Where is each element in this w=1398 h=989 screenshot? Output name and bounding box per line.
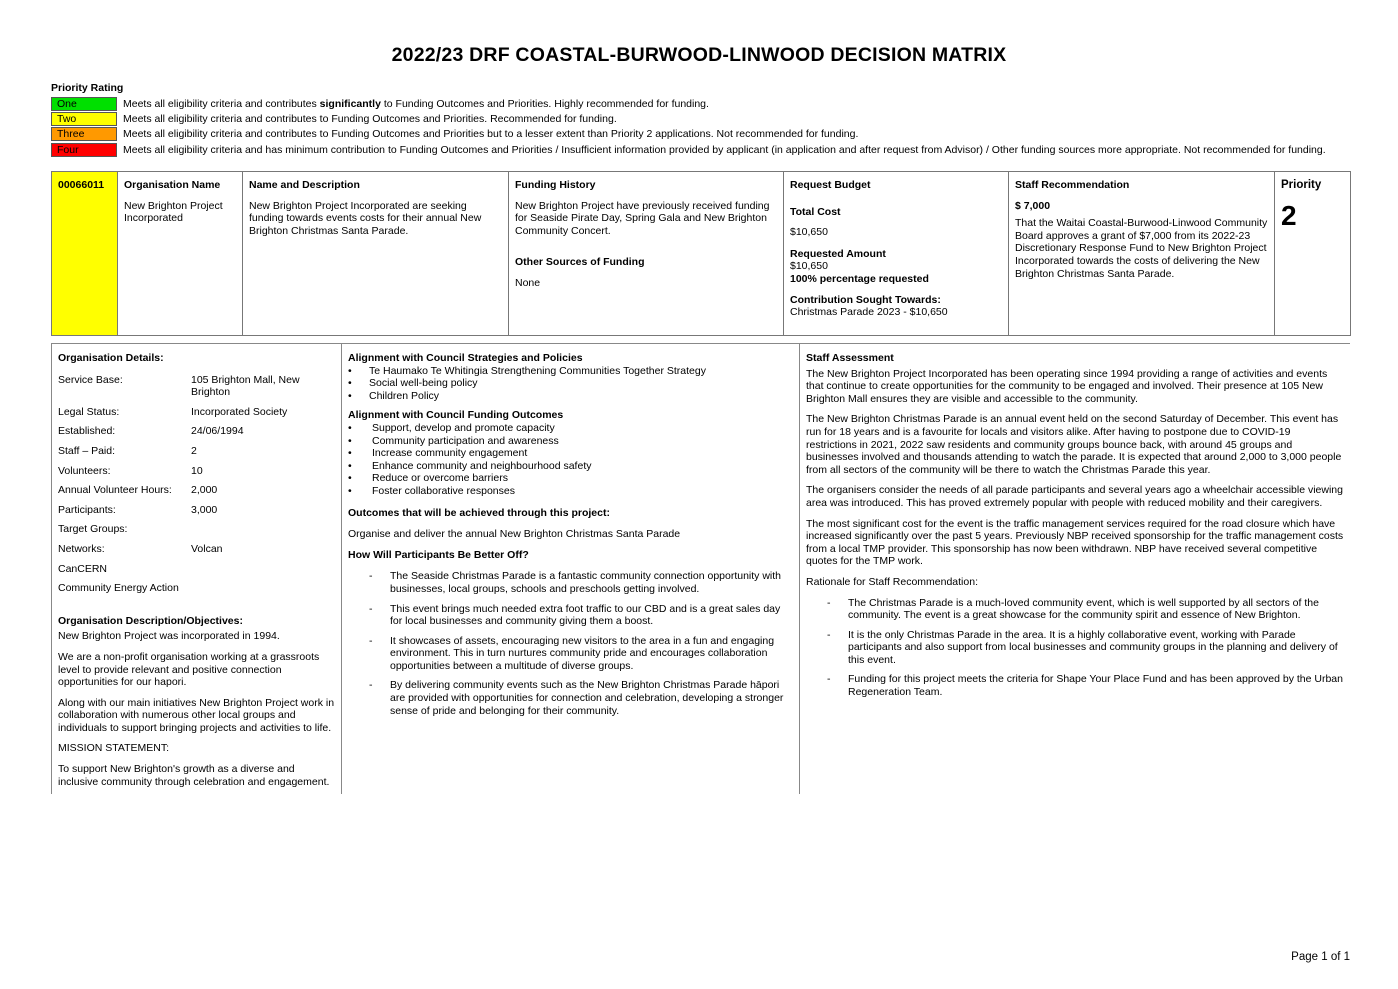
assessment-paragraph: The organisers consider the needs of all parade participants and several years ago a wheelchair accessible viewing area was introduced. This has proved extremely popular with people with reduced mobility and their caregivers. <box>806 484 1343 509</box>
rationale-list <box>806 597 1344 699</box>
list-item: • Increase community engagement <box>348 447 793 460</box>
funding-history-header: Funding History <box>515 179 596 191</box>
application-id-cell <box>52 172 118 336</box>
priority-description: Meets all eligibility criteria and contributes to Funding Outcomes and Priorities. Recommended for funding. <box>123 112 617 125</box>
priority-rating-label: Priority Rating <box>51 82 124 94</box>
organisation-details-header: Organisation Details: <box>58 352 164 364</box>
request-budget-cell <box>784 172 1009 336</box>
application-id: 00066011 <box>58 179 105 191</box>
strategies-list <box>348 365 793 403</box>
funding-outcomes-list <box>348 422 793 498</box>
network-line: Community Energy Action <box>58 582 179 595</box>
list-item: • Foster collaborative responses <box>348 485 793 498</box>
priority-row-four <box>51 143 1326 157</box>
priority-header: Priority <box>1281 179 1322 191</box>
list-item: • Community participation and awareness <box>348 435 793 448</box>
other-sources-text: None <box>515 276 541 289</box>
description-header: Name and Description <box>249 179 360 191</box>
priority-cell <box>1275 172 1351 336</box>
field-row: Staff – Paid: 2 <box>58 444 197 457</box>
description-text: New Brighton Project Incorporated are seeking funding towards events costs for their annual New Brighton Christmas Santa Parade. <box>249 199 482 237</box>
list-item: • Children Policy <box>348 390 793 403</box>
funding-history-cell <box>509 172 784 336</box>
assessment-paragraph: The New Brighton Christmas Parade is an annual event held on the second Saturday of December. This event has run for 18 years and is a favourite for locals and visitors alike. After having to postpone due to COVID-19 restrictions in 2021, 2022 saw residents and community groups bounce back, with around 45 groups and businesses involved and thousands attending to watch the parade. It is expected that around 2,000 to 3,000 people from all sectors of the community will be there to watch the Christmas Parade this year. <box>806 413 1342 476</box>
field-row: Established: 24/06/1994 <box>58 425 244 438</box>
request-budget-header: Request Budget <box>790 179 871 191</box>
funding-history-text: New Brighton Project have previously received funding for Seaside Pirate Day, Spring Gala and New Brighton Community Concert. <box>515 199 770 237</box>
field-row: Networks: Volcan <box>58 542 223 555</box>
organisation-cell <box>118 172 243 336</box>
organisation-fields <box>58 374 335 556</box>
organisation-paragraph: Along with our main initiatives New Brighton Project work in collaboration with numerous other local groups and individuals to support bringing projects and activities to life. <box>58 696 335 734</box>
field-row: Volunteers: 10 <box>58 464 203 477</box>
list-item: - It showcases of assets, encouraging new visitors to the area in a fun and engaging environment. This in turn nurtures community pride and encourages collaboration opportunities between a multitude of diverse groups. <box>348 635 793 673</box>
total-cost-label: Total Cost <box>790 205 841 218</box>
organisation-header: Organisation Name <box>124 179 221 191</box>
assessment-paragraph: The most significant cost for the event is the traffic management services required for the road closure which have increased significantly over the past 5 years. Previously NBP received sponsorship for the traffic management costs from a local TMP provider. This sponsorship has now been withdrawn. NBP have received several competitive quotes for the TMP work. <box>806 517 1344 568</box>
priority-row-two <box>51 112 617 126</box>
list-item: - The Seaside Christmas Parade is a fantastic community connection opportunity with businesses, local groups, schools and preschools getting involved. <box>348 570 793 595</box>
contribution-label: Contribution Sought Towards: <box>790 293 941 306</box>
requested-amount-label: Requested Amount <box>790 247 886 260</box>
field-row: Annual Volunteer Hours: 2,000 <box>58 484 218 497</box>
list-item: - By delivering community events such as the New Brighton Christmas Parade hāpori are provided with opportunities for connection and celebration, developing a stronger sense of pride and belonging for their community. <box>348 679 793 717</box>
list-item: - This event brings much needed extra foot traffic to our CBD and is a great sales day for local businesses and community giving them a boost. <box>348 603 793 628</box>
priority-description: Meets all eligibility criteria and contributes significantly to Funding Outcomes and Priorities. Highly recommended for funding. <box>123 97 709 110</box>
outcomes-achieved-header: Outcomes that will be achieved through this project: <box>348 506 610 519</box>
requested-amount-value: $10,650 <box>790 260 828 273</box>
network-line: CanCERN <box>58 562 108 575</box>
priority-chip: One <box>51 97 117 111</box>
priority-chip: Four <box>51 143 117 157</box>
organisation-details-column <box>51 344 342 794</box>
rationale-label: Rationale for Staff Recommendation: <box>806 575 978 588</box>
priority-row-three <box>51 127 859 141</box>
staff-recommended-amount: $ 7,000 <box>1015 199 1051 212</box>
priority-description: Meets all eligibility criteria and contributes to Funding Outcomes and Priorities but to a lesser extent than Priority 2 applications. Not recommended for funding. <box>123 127 859 140</box>
list-item: • Te Haumako Te Whitingia Strengthening Communities Together Strategy <box>348 365 793 378</box>
strategies-header: Alignment with Council Strategies and Policies <box>348 352 583 364</box>
field-row: Service Base: 105 Brighton Mall, New Brighton <box>58 373 300 399</box>
funding-outcomes-header: Alignment with Council Funding Outcomes <box>348 409 564 422</box>
field-row: Target Groups: <box>58 523 128 536</box>
better-off-header: How Will Participants Be Better Off? <box>348 548 529 561</box>
priority-value: 2 <box>1281 199 1297 231</box>
alignment-column <box>342 344 800 794</box>
staff-recommendation-cell <box>1009 172 1275 336</box>
description-cell <box>243 172 509 336</box>
staff-assessment-column <box>800 344 1350 794</box>
better-off-list <box>348 570 793 717</box>
organisation-paragraph: New Brighton Project was incorporated in 1994. <box>58 630 280 643</box>
field-row: Participants: 3,000 <box>58 503 218 516</box>
outcomes-achieved-text: Organise and deliver the annual New Brighton Christmas Santa Parade <box>348 528 681 541</box>
decision-matrix-table <box>51 171 1351 336</box>
list-item: • Enhance community and neighbourhood safety <box>348 460 793 473</box>
organisation-description-header: Organisation Description/Objectives: <box>58 614 243 627</box>
page-title: 2022/23 DRF COASTAL-BURWOOD-LINWOOD DECISION MATRIX <box>391 44 1007 66</box>
priority-chip: Two <box>51 112 117 126</box>
contribution-value: Christmas Parade 2023 - $10,650 <box>790 306 948 319</box>
list-item: • Support, develop and promote capacity <box>348 422 793 435</box>
staff-assessment-header: Staff Assessment <box>806 352 894 364</box>
list-item: - It is the only Christmas Parade in the area. It is a highly collaborative event, working with Parade participants and also support from local businesses and community groups in the planning and delivery of this event. <box>806 629 1344 667</box>
page-number: Page 1 of 1 <box>1291 951 1350 963</box>
organisation-name: New Brighton Project Incorporated <box>124 199 223 225</box>
list-item: • Reduce or overcome barriers <box>348 472 793 485</box>
priority-row-one <box>51 97 709 111</box>
list-item: - Funding for this project meets the criteria for Shape Your Place Fund and has been approved by the Urban Regeneration Team. <box>806 673 1344 698</box>
priority-chip: Three <box>51 127 117 141</box>
staff-recommendation-header: Staff Recommendation <box>1015 179 1130 191</box>
other-sources-header: Other Sources of Funding <box>515 256 645 269</box>
percentage-requested: 100% percentage requested <box>790 272 929 285</box>
organisation-paragraph: We are a non-profit organisation working at a grassroots level to provide relevant and positive connection opportunities for our hapori. <box>58 650 320 689</box>
mission-statement-text: To support New Brighton's growth as a diverse and inclusive community through celebration and engagement. <box>58 763 330 788</box>
priority-description: Meets all eligibility criteria and has minimum contribution to Funding Outcomes and Priorities / Insufficient information provided by applicant (in application and after request from Advisor) / Other funding sources more appropriate. Not recommended for funding. <box>123 143 1326 156</box>
mission-statement-label: MISSION STATEMENT: <box>58 742 170 755</box>
details-section <box>51 343 1350 794</box>
total-cost-value: $10,650 <box>790 226 828 239</box>
list-item: • Social well-being policy <box>348 377 793 390</box>
staff-recommendation-text: That the Waitai Coastal-Burwood-Linwood Community Board approves a grant of $7,000 from its 2022-23 Discretionary Response Fund to New Brighton Project Incorporated towards the costs of delivering the New Brighton Christmas Santa Parade. <box>1015 217 1268 280</box>
field-row: Legal Status: Incorporated Society <box>58 405 288 418</box>
list-item: - The Christmas Parade is a much-loved community event, which is well supported by all sectors of the community. The event is a great showcase for the community spirit and essence of New Brighton. <box>806 597 1344 622</box>
assessment-paragraph: The New Brighton Project Incorporated has been operating since 1994 providing a range of activities and events that continue to create opportunities for the community to be engaged and involved. Their presence at 105 New Brighton Mall ensures they are visible and accessible to the community. <box>806 367 1328 405</box>
